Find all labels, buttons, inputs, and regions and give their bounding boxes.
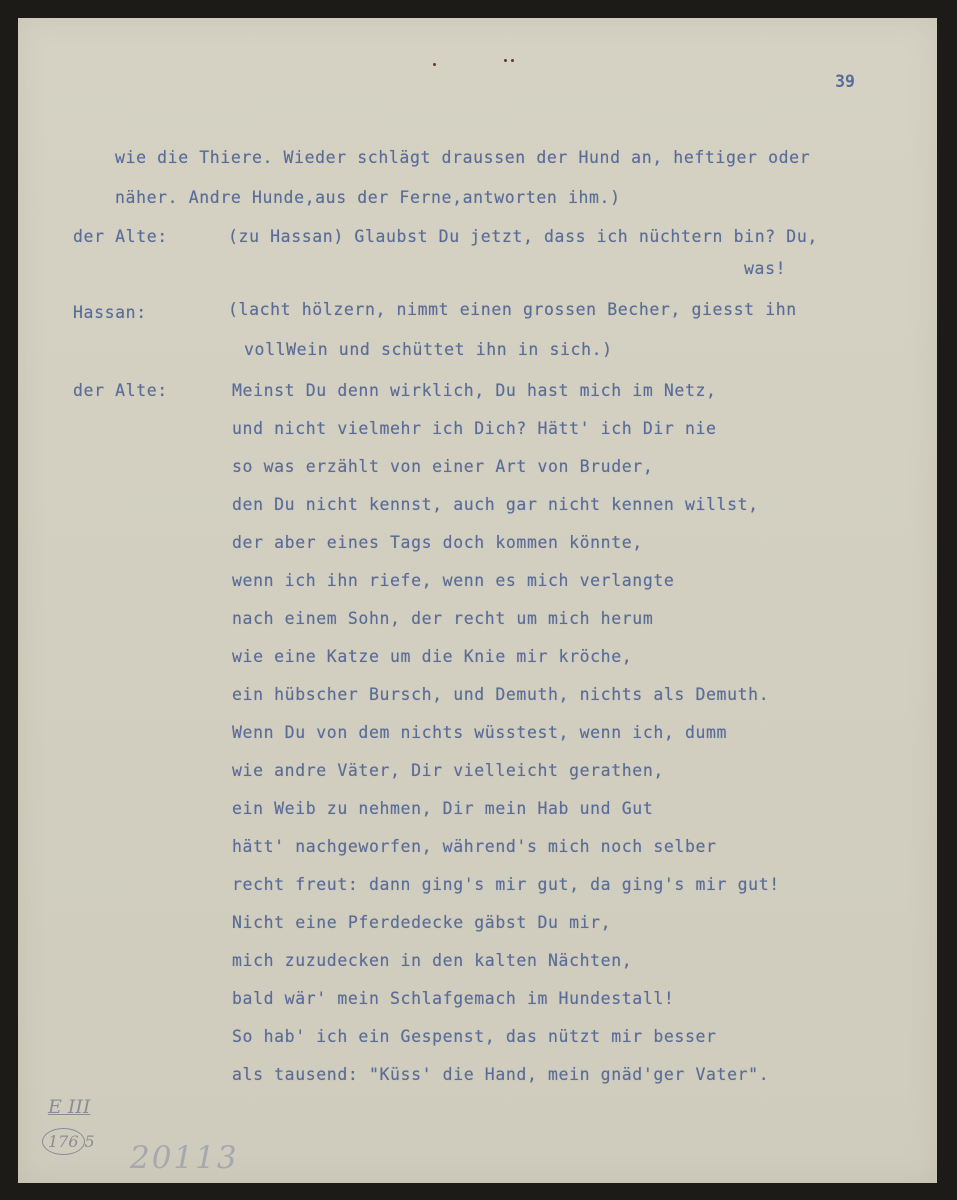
speaker-der-alte: der Alte: <box>73 227 168 246</box>
circled-number-suffix: 5 <box>84 1132 95 1151</box>
verse-line: so was erzählt von einer Art von Bruder, <box>232 457 654 476</box>
verse-line: So hab' ich ein Gespenst, das nützt mir besser <box>232 1027 717 1046</box>
verse-line: und nicht vielmehr ich Dich? Hätt' ich Dir nie <box>232 419 717 438</box>
verse-line: der aber eines Tags doch kommen könnte, <box>232 533 643 552</box>
paper-speck <box>504 59 507 62</box>
circled-number: 176 <box>42 1128 85 1155</box>
verse-line: nach einem Sohn, der recht um mich herum <box>232 609 654 628</box>
verse-line: wenn ich ihn riefe, wenn es mich verlangte <box>232 571 675 590</box>
stage-direction-line: näher. Andre Hunde,aus der Ferne,antworten ihm.) <box>115 188 621 207</box>
verse-line: Wenn Du von dem nichts wüsstest, wenn ich, dumm <box>232 723 728 742</box>
verse-line: bald wär' mein Schlafgemach im Hundestall! <box>232 989 675 1008</box>
verse-line: ein hübscher Bursch, und Demuth, nichts als Demuth. <box>232 685 770 704</box>
stage-direction-line: vollWein und schüttet ihn in sich.) <box>244 340 613 359</box>
paper-speck <box>433 63 436 66</box>
dialogue-line: (zu Hassan) Glaubst Du jetzt, dass ich nüchtern bin? Du, <box>228 227 818 246</box>
archive-number: 20113 <box>130 1140 239 1176</box>
verse-line: als tausend: "Küss' die Hand, mein gnäd'ger Vater". <box>232 1065 770 1084</box>
verse-line: Nicht eine Pferdedecke gäbst Du mir, <box>232 913 612 932</box>
verse-line: wie eine Katze um die Knie mir kröche, <box>232 647 633 666</box>
verse-line: Meinst Du denn wirklich, Du hast mich im Netz, <box>232 381 717 400</box>
typescript-page <box>18 18 937 1183</box>
verse-line: den Du nicht kennst, auch gar nicht kennen willst, <box>232 495 759 514</box>
paper-speck <box>511 59 514 62</box>
speaker-der-alte: der Alte: <box>73 381 168 400</box>
verse-line: recht freut: dann ging's mir gut, da ging's mir gut! <box>232 875 780 894</box>
stage-direction-line: (lacht hölzern, nimmt einen grossen Becher, giesst ihn <box>228 300 797 319</box>
speaker-hassan: Hassan: <box>73 303 147 322</box>
verse-line: hätt' nachgeworfen, während's mich noch selber <box>232 837 717 856</box>
verse-line: mich zuzudecken in den kalten Nächten, <box>232 951 633 970</box>
dialogue-line: was! <box>744 259 787 278</box>
page-number: 39 <box>835 72 855 91</box>
verse-line: ein Weib zu nehmen, Dir mein Hab und Gut <box>232 799 654 818</box>
stage-direction-line: wie die Thiere. Wieder schlägt draussen der Hund an, heftiger oder <box>115 148 811 167</box>
verse-line: wie andre Väter, Dir vielleicht gerathen, <box>232 761 664 780</box>
archive-circled-mark <box>42 1128 95 1155</box>
archive-pencil-mark: E III <box>48 1096 91 1118</box>
